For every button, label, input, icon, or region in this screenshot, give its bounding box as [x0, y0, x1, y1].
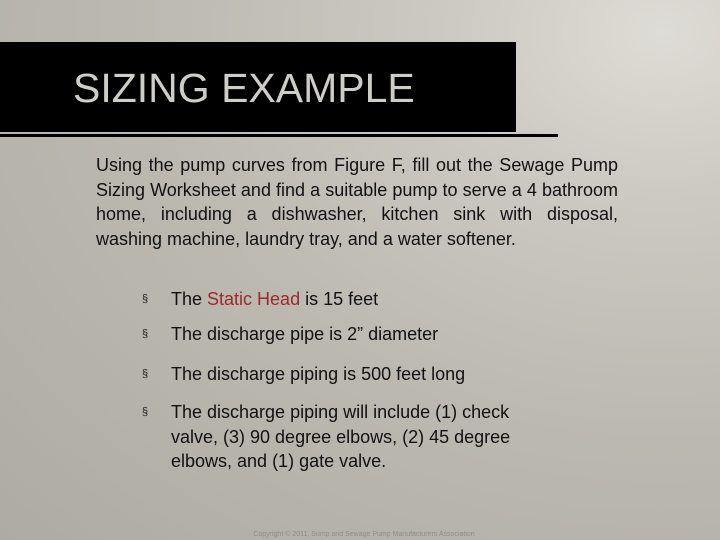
- bullet-marker-icon: §: [142, 293, 149, 305]
- bullet-text: The discharge pipe is 2” diameter: [171, 324, 439, 344]
- bullet-marker-icon: §: [142, 406, 149, 418]
- bullet-text: The discharge piping is 500 feet long: [171, 364, 466, 384]
- slide-title: SIZING EXAMPLE: [73, 65, 415, 111]
- bullet-marker-icon: §: [142, 368, 149, 380]
- intro-paragraph: Using the pump curves from Figure F, fill out the Sewage Pump Sizing Worksheet and find a suitable pump to serve a 4 bathroom home, including a dishwasher, kitchen sink with disposal, washing machine, laundry tray, and a water softener.: [96, 155, 618, 249]
- bullet-marker-icon: §: [142, 328, 149, 340]
- bullet-suffix: is 15 feet: [300, 289, 379, 309]
- highlight-term: Static Head: [207, 289, 301, 309]
- copyright-footer: Copyright © 2011, Sump and Sewage Pump Manufacturers Association: [253, 531, 475, 538]
- title-underline: [0, 134, 558, 137]
- bullet-prefix: The: [171, 289, 208, 309]
- bullet-text: The discharge piping will include (1) check valve, (3) 90 degree elbows, (2) 45 degree elbows, and (1) gate valve.: [171, 402, 511, 471]
- bullet-text: [171, 287, 561, 312]
